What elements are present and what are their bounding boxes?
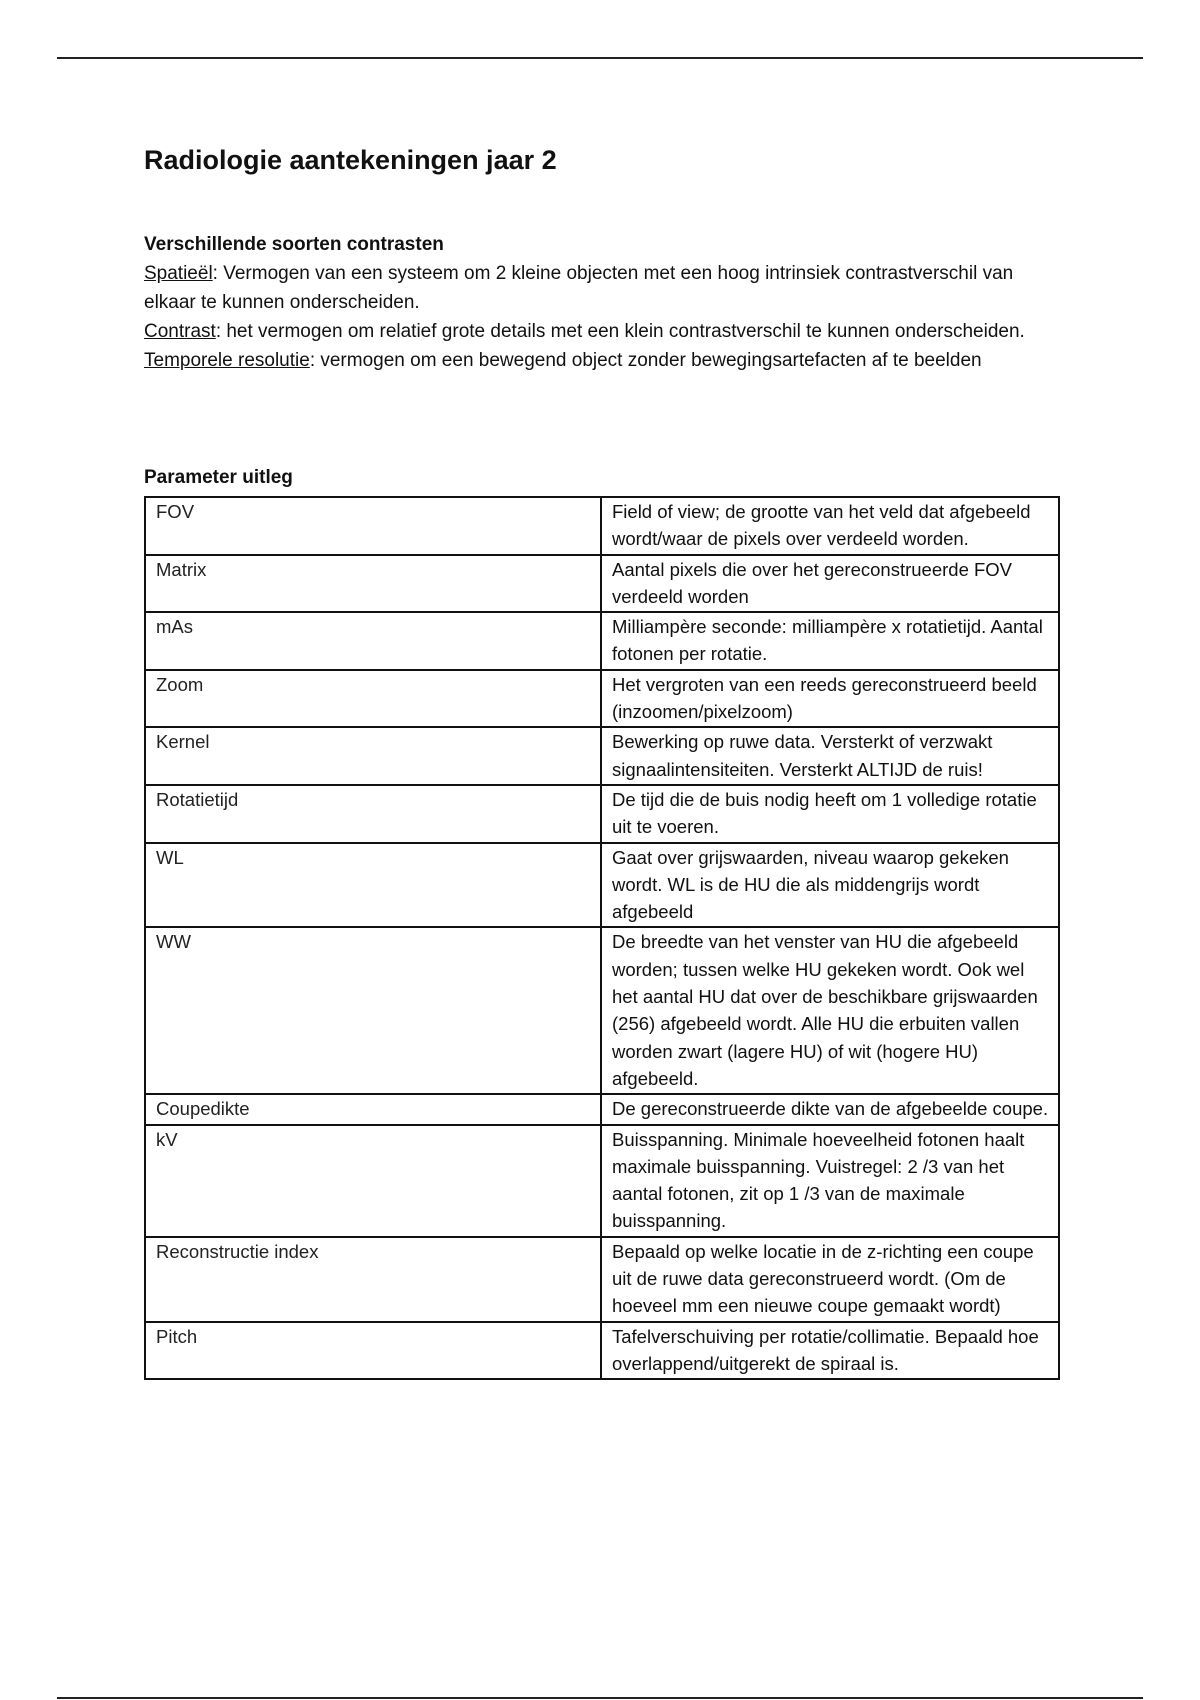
table-row bbox=[145, 843, 1059, 928]
parameter-name-cell: mAs bbox=[145, 612, 601, 670]
parameter-name-cell: Reconstructie index bbox=[145, 1237, 601, 1322]
parameter-description-cell: Aantal pixels die over het gereconstrueerde FOV verdeeld worden bbox=[601, 555, 1059, 613]
table-row bbox=[145, 670, 1059, 728]
definition-term: Contrast bbox=[144, 321, 216, 342]
parameter-name-cell: WL bbox=[145, 843, 601, 928]
table-row bbox=[145, 785, 1059, 843]
parameter-description-cell: Gaat over grijswaarden, niveau waarop gekeken wordt. WL is de HU die als middengrijs wordt afgebeeld bbox=[601, 843, 1059, 928]
parameter-table bbox=[144, 496, 1060, 1380]
parameter-name-cell: Coupedikte bbox=[145, 1094, 601, 1124]
parameter-name-cell: WW bbox=[145, 927, 601, 1094]
contrast-section bbox=[144, 230, 1064, 375]
parameter-description-cell: Bewerking op ruwe data. Versterkt of verzwakt signaalintensiteiten. Versterkt ALTIJD de ruis! bbox=[601, 727, 1059, 785]
parameter-description-cell: Milliampère seconde: milliampère x rotatietijd. Aantal fotonen per rotatie. bbox=[601, 612, 1059, 670]
parameter-description-cell: De gereconstrueerde dikte van de afgebeelde coupe. bbox=[601, 1094, 1059, 1124]
table-row bbox=[145, 497, 1059, 555]
table-row bbox=[145, 1322, 1059, 1380]
parameter-description-cell: Bepaald op welke locatie in de z-richting een coupe uit de ruwe data gereconstrueerd wordt. (Om de hoeveel mm een nieuwe coupe gemaakt wordt) bbox=[601, 1237, 1059, 1322]
parameter-name-cell: kV bbox=[145, 1125, 601, 1237]
definition-text: : Vermogen van een systeem om 2 kleine objecten met een hoog intrinsiek contrastverschil van elkaar te kunnen onderscheiden. bbox=[144, 263, 1014, 313]
bottom-rule bbox=[57, 1697, 1143, 1699]
parameter-description-cell: De tijd die de buis nodig heeft om 1 volledige rotatie uit te voeren. bbox=[601, 785, 1059, 843]
parameter-description-cell: De breedte van het venster van HU die afgebeeld worden; tussen welke HU gekeken wordt. Ook wel het aantal HU dat over de beschikbare grijswaarden (256) afgebeeld wordt. Alle HU die erbuiten vallen worden zwart (lagere HU) of wit (hogere HU) afgebeeld. bbox=[601, 927, 1059, 1094]
table-row bbox=[145, 1237, 1059, 1322]
contrast-section-heading: Verschillende soorten contrasten bbox=[144, 234, 444, 255]
definition-term: Spatieël bbox=[144, 263, 213, 284]
parameter-name-cell: Zoom bbox=[145, 670, 601, 728]
parameter-name-cell: Rotatietijd bbox=[145, 785, 601, 843]
table-row bbox=[145, 1125, 1059, 1237]
definition-text: : vermogen om een bewegend object zonder bewegingsartefacten af te beelden bbox=[309, 350, 982, 371]
parameter-description-cell: Field of view; de grootte van het veld dat afgebeeld wordt/waar de pixels over verdeeld worden. bbox=[601, 497, 1059, 555]
page-title: Radiologie aantekeningen jaar 2 bbox=[144, 145, 557, 175]
table-row bbox=[145, 1094, 1059, 1124]
definition-spatial bbox=[144, 259, 1064, 317]
parameter-section-heading: Parameter uitleg bbox=[144, 467, 293, 488]
parameter-name-cell: Kernel bbox=[145, 727, 601, 785]
definition-temporal-resolution bbox=[144, 346, 1064, 375]
parameter-name-cell: FOV bbox=[145, 497, 601, 555]
parameter-description-cell: Tafelverschuiving per rotatie/collimatie. Bepaald hoe overlappend/uitgerekt de spiraal is. bbox=[601, 1322, 1059, 1380]
definition-contrast bbox=[144, 317, 1064, 346]
definition-text: : het vermogen om relatief grote details met een klein contrastverschil te kunnen onderscheiden. bbox=[215, 321, 1025, 342]
table-row bbox=[145, 727, 1059, 785]
parameter-description-cell: Het vergroten van een reeds gereconstrueerd beeld (inzoomen/pixelzoom) bbox=[601, 670, 1059, 728]
table-row bbox=[145, 612, 1059, 670]
top-rule bbox=[57, 57, 1143, 59]
parameter-name-cell: Matrix bbox=[145, 555, 601, 613]
parameter-description-cell: Buisspanning. Minimale hoeveelheid fotonen haalt maximale buisspanning. Vuistregel: 2 /3 van het aantal fotonen, zit op 1 /3 van de maximale buisspanning. bbox=[601, 1125, 1059, 1237]
definition-term: Temporele resolutie bbox=[144, 350, 310, 371]
table-row bbox=[145, 555, 1059, 613]
table-row bbox=[145, 927, 1059, 1094]
parameter-name-cell: Pitch bbox=[145, 1322, 601, 1380]
